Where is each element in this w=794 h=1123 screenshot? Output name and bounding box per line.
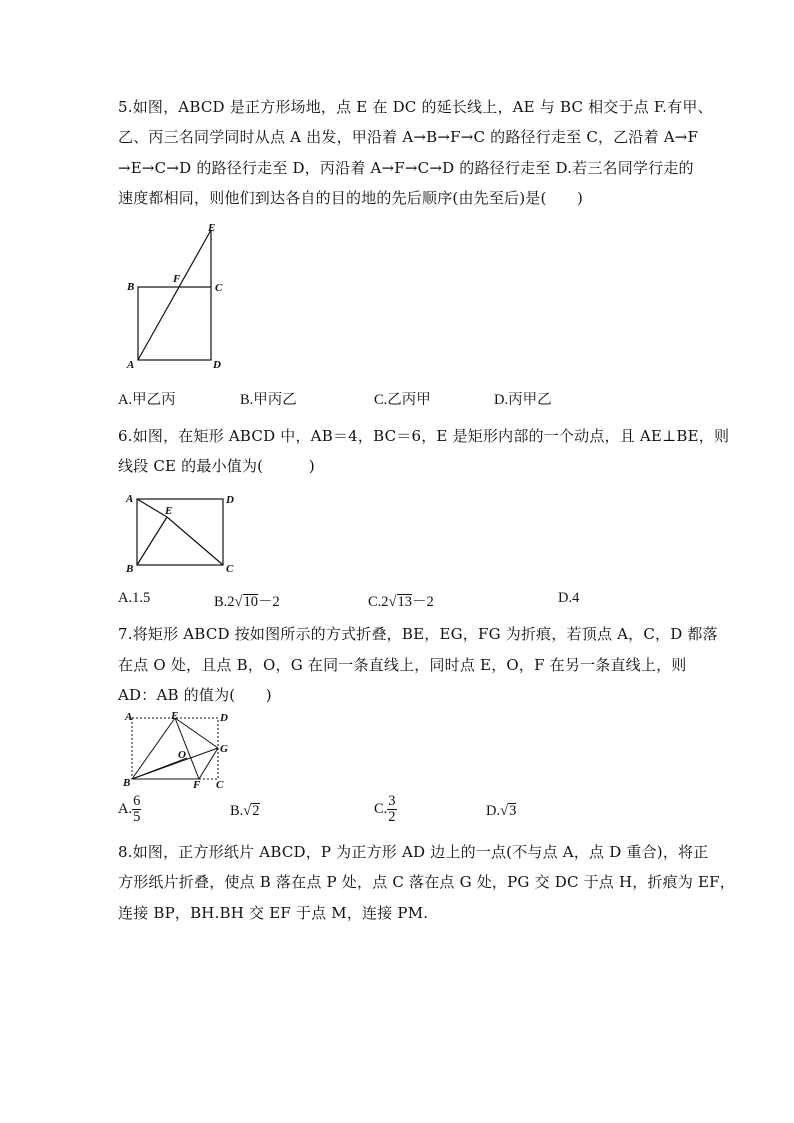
q7-line-3: AD：AB 的值为( ) bbox=[118, 686, 272, 704]
q6-label-d: D bbox=[226, 494, 234, 506]
q5-option-b: B.甲丙乙 bbox=[240, 392, 297, 408]
q7-line-eg bbox=[175, 718, 218, 748]
q7-label-b: B bbox=[123, 777, 131, 789]
q5-square bbox=[138, 287, 211, 360]
q5-line-4: 速度都相同，则他们到达各自的目的地的先后顺序(由先至后)是( ) bbox=[118, 189, 584, 207]
q6-line-1: 6.如图，在矩形 ABCD 中，AB＝4，BC＝6，E 是矩形内部的一个动点，且 AE⊥BE，则 bbox=[118, 427, 730, 445]
q7-line-bo bbox=[132, 758, 187, 779]
q5-label-f: F bbox=[173, 273, 181, 285]
q7-line-be bbox=[132, 718, 175, 779]
q5-label-e: E bbox=[208, 222, 216, 234]
q6-line-2: 线段 CE 的最小值为( ) bbox=[118, 457, 315, 475]
q6-option-c: C.2√13－2 bbox=[368, 594, 434, 610]
q7-option-c: C. $\frac{3}{2}$ bbox=[374, 793, 396, 825]
q5-line-2: 乙、丙三名同学同时从点 A 出发，甲沿着 A→B→F→C 的路径行走至 C，乙沿着 A→F bbox=[118, 128, 699, 146]
q6-line-ce bbox=[167, 517, 223, 565]
q5-figure bbox=[120, 220, 235, 375]
q7-line-fg bbox=[199, 748, 218, 779]
q5-option-a: A.甲乙丙 bbox=[118, 392, 176, 408]
q7-option-b: B.√2 bbox=[230, 803, 260, 819]
q5-option-c: C.乙丙甲 bbox=[374, 392, 431, 408]
q7-figure bbox=[120, 708, 245, 792]
q5-option-d: D.丙甲乙 bbox=[494, 392, 552, 408]
q5-label-b: B bbox=[127, 281, 135, 293]
q6-label-e: E bbox=[165, 505, 173, 517]
q6-figure bbox=[120, 490, 245, 578]
q6-label-b: B bbox=[126, 563, 134, 575]
q7-label-g: G bbox=[220, 743, 228, 755]
q7-option-d: D.√3 bbox=[486, 803, 517, 819]
q6-line-ae bbox=[137, 499, 167, 517]
q7-label-d: D bbox=[220, 712, 228, 724]
q7-label-f: F bbox=[193, 779, 201, 791]
q8-line-2: 方形纸片折叠，使点 B 落在点 P 处，点 C 落在点 G 处，PG 交 DC 于点 H，折痕为 EF， bbox=[118, 873, 735, 891]
q7-line-2: 在点 O 处，且点 B，O，G 在同一条直线上，同时点 E，O，F 在另一条直线上，则 bbox=[118, 656, 687, 674]
q5-label-a: A bbox=[127, 359, 135, 371]
q6-label-c: C bbox=[226, 563, 234, 575]
q5-label-d: D bbox=[213, 359, 221, 371]
q5-line-ae bbox=[138, 230, 211, 360]
q6-rectangle bbox=[137, 499, 223, 565]
q7-label-o: O bbox=[178, 749, 186, 761]
q7-line-1: 7.将矩形 ABCD 按如图所示的方式折叠，BE，EG，FG 为折痕，若顶点 A，C，D 都落 bbox=[118, 625, 718, 643]
q7-label-e: E bbox=[171, 710, 179, 722]
q5-line-3: →E→C→D 的路径行走至 D，丙沿着 A→F→C→D 的路径行走至 D.若三名同学行走的 bbox=[118, 159, 694, 177]
q7-label-a: A bbox=[125, 711, 133, 723]
q6-label-a: A bbox=[126, 493, 134, 505]
q5-label-c: C bbox=[215, 282, 223, 294]
q6-option-d: D.4 bbox=[558, 590, 580, 606]
q5-line-1: 5.如图，ABCD 是正方形场地，点 E 在 DC 的延长线上，AE 与 BC 相交于点 F.有甲、 bbox=[118, 98, 713, 116]
q8-line-3: 连接 BP，BH.BH 交 EF 于点 M，连接 PM. bbox=[118, 904, 429, 922]
q6-line-be bbox=[137, 517, 167, 565]
q8-line-1: 8.如图，正方形纸片 ABCD，P 为正方形 AD 边上的一点(不与点 A，点 D 重合)，将正 bbox=[118, 843, 709, 861]
q7-label-c: C bbox=[216, 779, 224, 791]
q7-option-a: A. $\frac{6}{5}$ bbox=[118, 793, 141, 825]
q6-option-b: B.2√10－2 bbox=[214, 594, 280, 610]
q6-option-a: A.1.5 bbox=[118, 590, 151, 606]
